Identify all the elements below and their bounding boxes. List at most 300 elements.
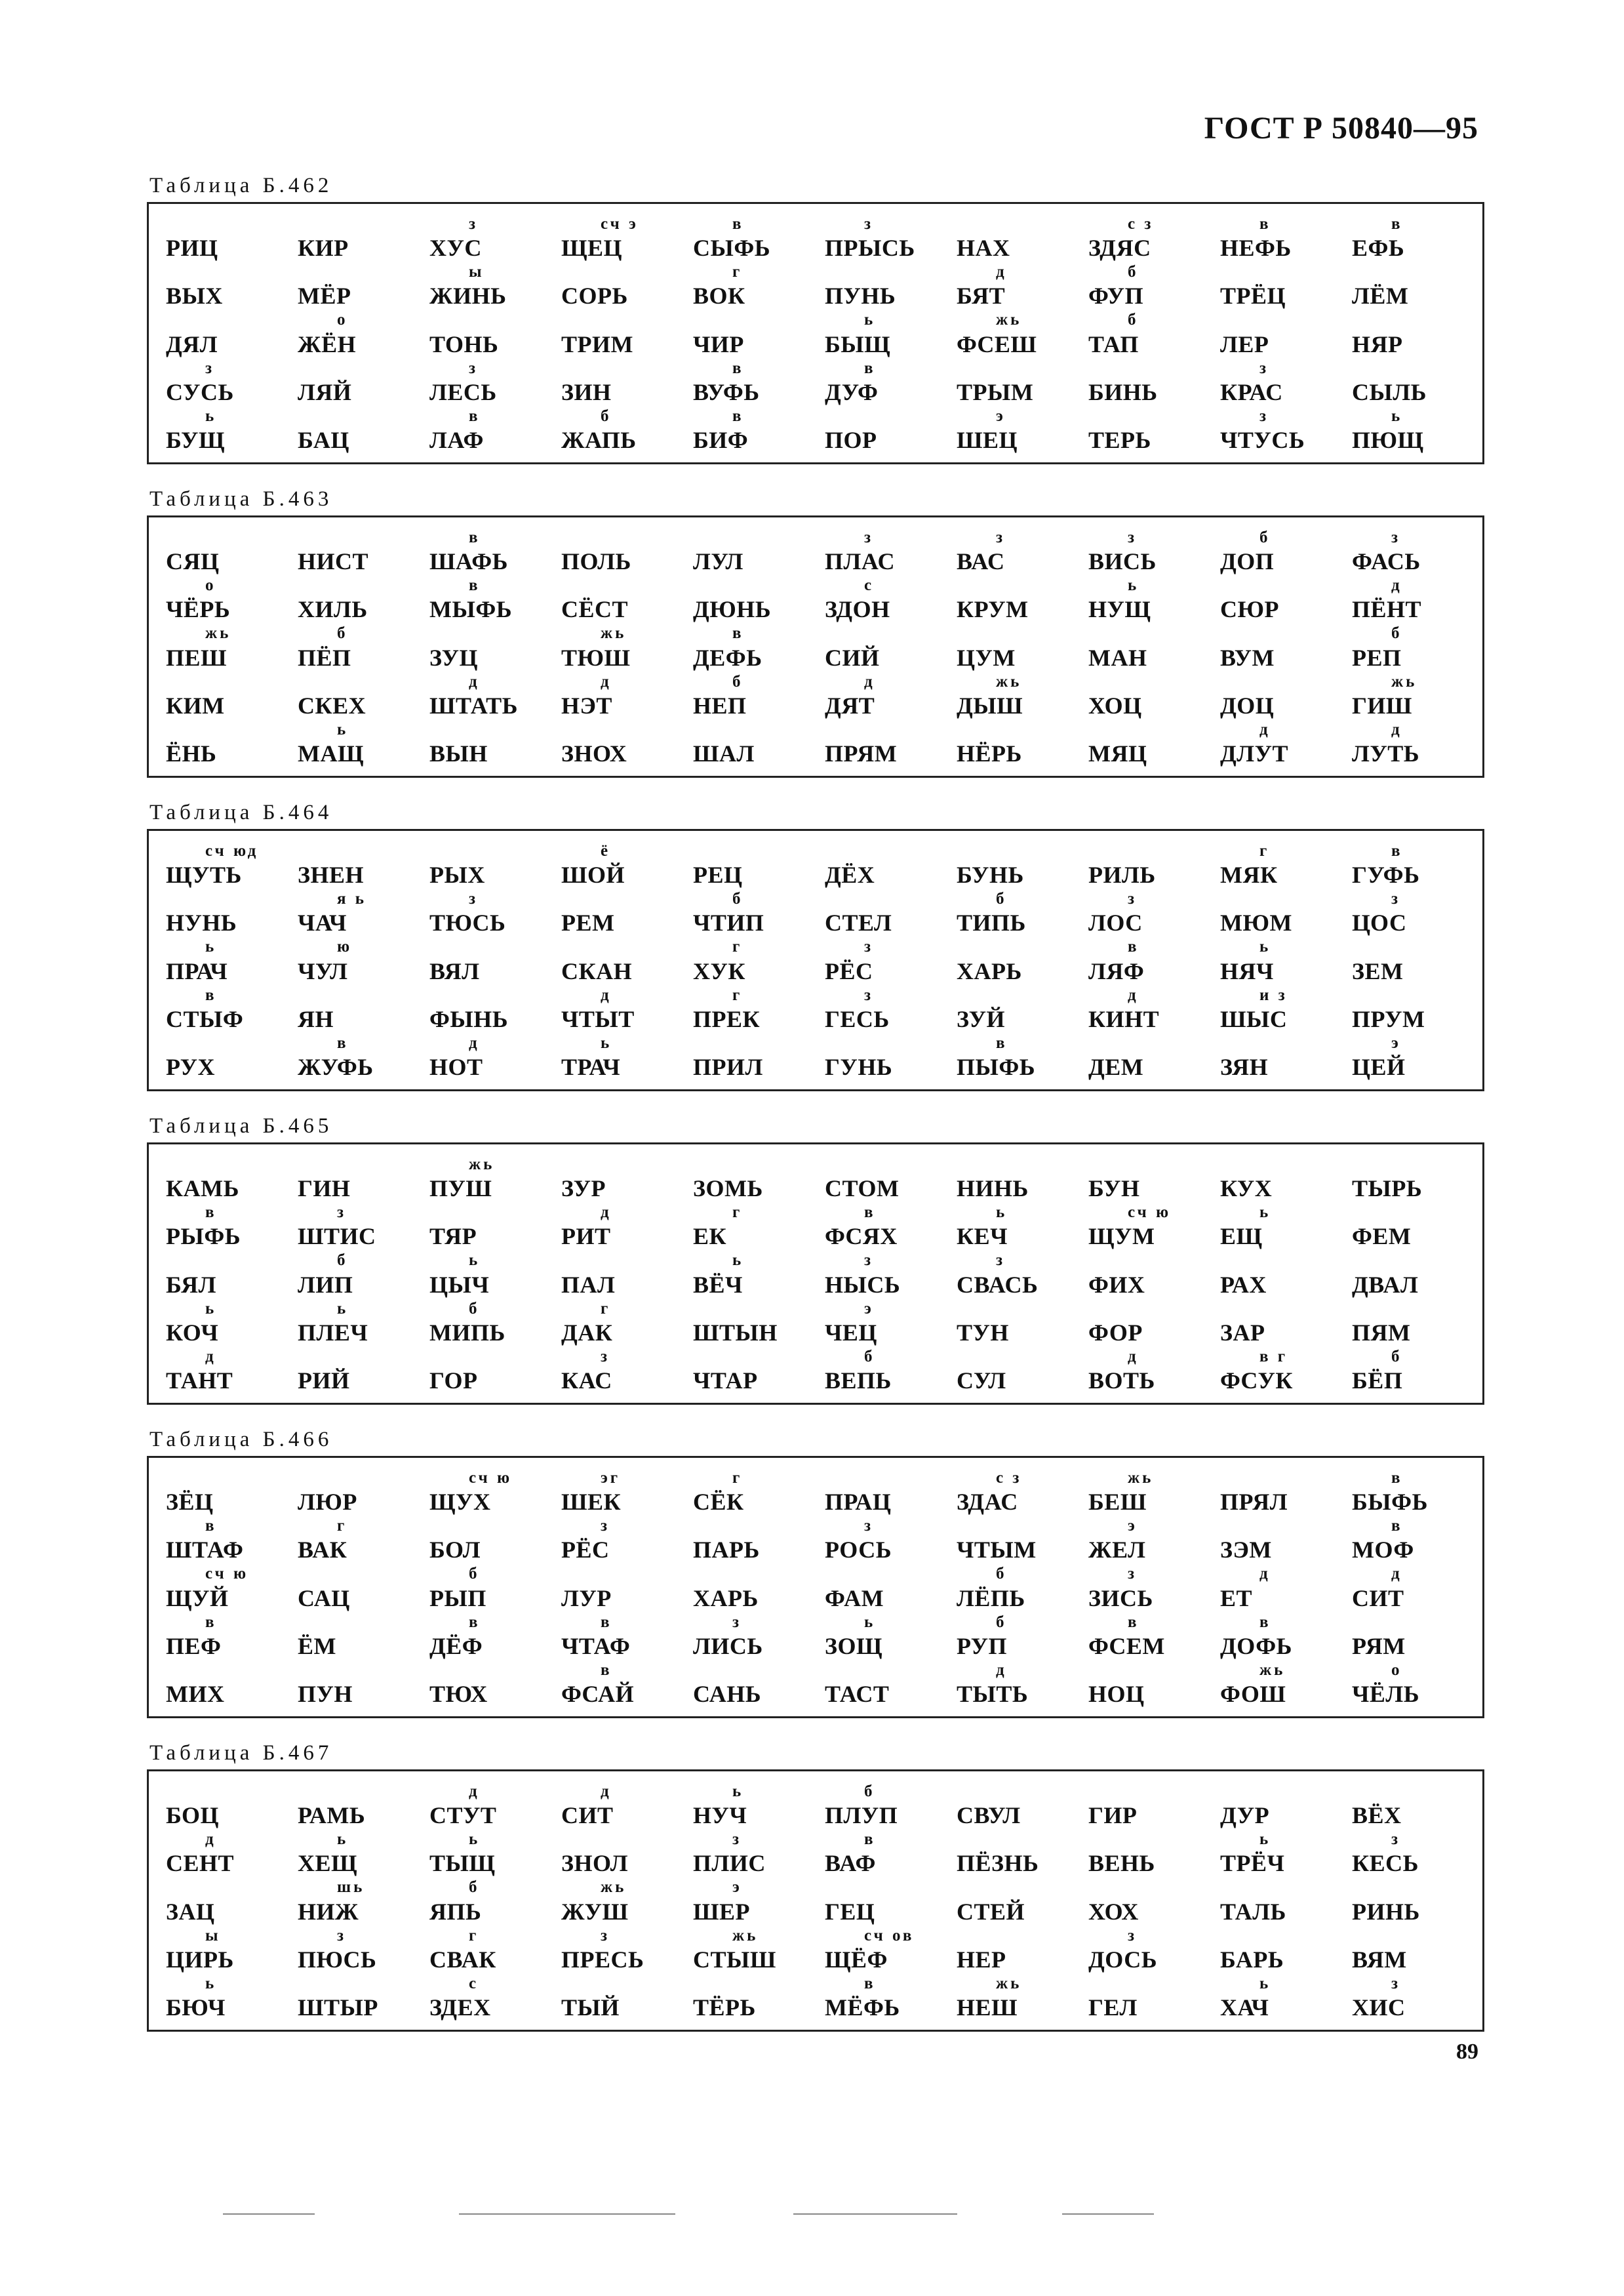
error-mark: б bbox=[1259, 529, 1271, 546]
table-cell bbox=[288, 1830, 420, 1878]
error-mark: б bbox=[1128, 311, 1139, 329]
syllable-word: ХАРЬ bbox=[957, 957, 1022, 984]
table-cell bbox=[1343, 359, 1475, 407]
table-cell bbox=[1079, 1347, 1211, 1395]
table-cell bbox=[1079, 1251, 1211, 1299]
syllable-word: ТЁРЬ bbox=[693, 1994, 756, 2021]
table-cell bbox=[816, 1878, 947, 1925]
table-cell bbox=[684, 359, 816, 407]
table-cell bbox=[1211, 720, 1343, 768]
syllable-word: ДЕФЬ bbox=[693, 644, 762, 671]
error-mark: в bbox=[469, 576, 481, 595]
syllable-word: ЧТУСЬ bbox=[1220, 426, 1305, 453]
syllable-word: ПЛЕЧ bbox=[298, 1319, 368, 1346]
syllable-word: ЛЯЙ bbox=[298, 378, 352, 405]
table-cell bbox=[947, 1830, 1079, 1878]
table-caption: Таблица Б.467 bbox=[149, 1741, 333, 1765]
table-cell bbox=[684, 1251, 816, 1299]
syllable-word: РЕЦ bbox=[693, 862, 743, 889]
error-mark: б bbox=[469, 1878, 480, 1897]
syllable-word: ПЮСЬ bbox=[298, 1946, 377, 1973]
table-cell bbox=[420, 1926, 552, 1974]
error-mark: з bbox=[996, 529, 1006, 546]
table-cell bbox=[1343, 1203, 1475, 1251]
table-cell bbox=[1079, 672, 1211, 720]
syllable-word: ЗНОЛ bbox=[561, 1850, 629, 1877]
syllable-word: СТЕЙ bbox=[957, 1898, 1025, 1925]
table-cell bbox=[684, 407, 816, 454]
table-cell bbox=[1079, 1299, 1211, 1347]
table-cell bbox=[1343, 1155, 1475, 1203]
table-cell bbox=[816, 528, 947, 576]
syllable-word: СВАСЬ bbox=[957, 1271, 1039, 1298]
error-mark: сч ю bbox=[205, 1565, 249, 1583]
error-mark: б bbox=[732, 890, 743, 908]
syllable-word: ЕТ bbox=[1220, 1584, 1253, 1611]
table-cell bbox=[1343, 576, 1475, 624]
syllable-word: ВОТЬ bbox=[1088, 1367, 1155, 1394]
syllable-word: САНЬ bbox=[693, 1680, 762, 1707]
syllable-word: БЁП bbox=[1352, 1367, 1403, 1394]
table-cell bbox=[947, 214, 1079, 262]
syllable-word: ФИХ bbox=[1088, 1271, 1145, 1298]
table-cell bbox=[947, 1203, 1079, 1251]
error-mark: э bbox=[732, 1878, 742, 1897]
syllable-word: БИФ bbox=[693, 426, 749, 453]
syllable-word: ПРЯМ bbox=[825, 740, 898, 767]
error-mark: д bbox=[601, 986, 612, 1004]
syllable-word: СТОМ bbox=[825, 1175, 900, 1202]
syllable-word: ГОР bbox=[429, 1367, 478, 1394]
table-cell bbox=[1343, 407, 1475, 454]
syllable-word: ТЯР bbox=[429, 1223, 477, 1250]
table-cell bbox=[1079, 407, 1211, 454]
table-cell bbox=[684, 1155, 816, 1203]
syllable-word: ПЮЩ bbox=[1352, 426, 1424, 453]
syllable-word: ШЕК bbox=[561, 1489, 622, 1516]
table-cell bbox=[157, 1613, 288, 1661]
syllable-word: ВЕНЬ bbox=[1088, 1850, 1155, 1877]
syllable-word: НОЦ bbox=[1088, 1680, 1145, 1707]
table-cell bbox=[288, 576, 420, 624]
table-cell bbox=[420, 720, 552, 768]
error-mark: г bbox=[337, 1517, 347, 1535]
syllable-word: ШАФЬ bbox=[429, 548, 508, 575]
table-cell bbox=[552, 1782, 684, 1830]
syllable-word: МИПЬ bbox=[429, 1319, 505, 1346]
error-mark: э bbox=[1391, 1034, 1401, 1052]
syllable-word: ЛЕР bbox=[1220, 331, 1269, 357]
error-mark: ь bbox=[732, 1251, 744, 1270]
table-cell bbox=[1211, 310, 1343, 358]
error-mark: г bbox=[732, 1203, 743, 1222]
syllable-word: ЧТИП bbox=[693, 910, 764, 937]
table-cell bbox=[947, 1926, 1079, 1974]
table-cell bbox=[1079, 624, 1211, 672]
syllable-word: ЩУХ bbox=[429, 1489, 491, 1516]
table-cell bbox=[947, 528, 1079, 576]
error-mark: ь bbox=[1259, 1203, 1271, 1222]
error-mark: з bbox=[1128, 890, 1138, 908]
syllable-word: ЧЁРЬ bbox=[166, 596, 231, 623]
table-cell bbox=[1343, 937, 1475, 985]
error-mark: з bbox=[1391, 1974, 1401, 1992]
syllable-word: ШЫС bbox=[1220, 1005, 1288, 1032]
table-cell bbox=[1079, 1564, 1211, 1612]
syllable-word: ЩЕЦ bbox=[561, 235, 623, 262]
syllable-word: МОФ bbox=[1352, 1537, 1414, 1563]
syllable-word: СКАН bbox=[561, 957, 633, 984]
syllable-word: ЗОЩ bbox=[825, 1632, 883, 1659]
table-cell bbox=[947, 1564, 1079, 1612]
error-mark: в bbox=[864, 1830, 876, 1849]
table-cell bbox=[947, 624, 1079, 672]
syllable-word: ЗУЙ bbox=[957, 1005, 1006, 1032]
syllable-word: НЕФЬ bbox=[1220, 235, 1292, 262]
error-mark: д bbox=[205, 1830, 216, 1849]
table-cell bbox=[157, 1347, 288, 1395]
error-mark: б bbox=[864, 1347, 875, 1365]
table-cell bbox=[684, 1974, 816, 2022]
syllable-word: ФСАЙ bbox=[561, 1680, 635, 1707]
syllable-word: ВАС bbox=[957, 548, 1005, 575]
table-cell bbox=[684, 1034, 816, 1081]
error-mark: б bbox=[1391, 624, 1402, 643]
error-mark: з bbox=[469, 215, 479, 233]
syllable-word: ШТАТЬ bbox=[429, 692, 518, 719]
syllable-word: ГИР bbox=[1088, 1802, 1138, 1829]
error-mark: в bbox=[732, 407, 744, 425]
table-cell bbox=[1211, 407, 1343, 454]
table-cell bbox=[947, 262, 1079, 310]
syllable-word: СЕНТ bbox=[166, 1850, 235, 1877]
syllable-word: НОТ bbox=[429, 1053, 483, 1080]
syllable-word: НЕР bbox=[957, 1946, 1006, 1973]
error-mark: с bbox=[469, 1974, 479, 1992]
table-cell bbox=[288, 262, 420, 310]
table-cell bbox=[684, 986, 816, 1034]
table-cell bbox=[1211, 214, 1343, 262]
table-cell bbox=[816, 1299, 947, 1347]
table-cell bbox=[947, 1155, 1079, 1203]
error-mark: ь bbox=[996, 1203, 1008, 1222]
table-caption: Таблица Б.462 bbox=[149, 174, 333, 197]
table-cell bbox=[288, 1516, 420, 1564]
table-cell bbox=[420, 1203, 552, 1251]
error-mark: ь bbox=[601, 1034, 612, 1052]
syllable-word: ЧТЫМ bbox=[957, 1537, 1037, 1563]
error-mark: б bbox=[1391, 1347, 1402, 1365]
table-cell bbox=[288, 528, 420, 576]
syllable-word: ФОР bbox=[1088, 1319, 1143, 1346]
error-mark: ю bbox=[337, 938, 353, 956]
syllable-word: ЗДЕХ bbox=[429, 1994, 491, 2021]
table-cell bbox=[816, 1203, 947, 1251]
table-cell bbox=[552, 937, 684, 985]
syllable-word: ДУР bbox=[1220, 1802, 1270, 1829]
syllable-word: ХИС bbox=[1352, 1994, 1406, 2021]
table-cell bbox=[552, 624, 684, 672]
syllable-word: ЧТАР bbox=[693, 1367, 758, 1394]
table-cell bbox=[947, 1347, 1079, 1395]
error-mark: д bbox=[864, 672, 875, 691]
table-cell bbox=[684, 1661, 816, 1708]
table-cell bbox=[947, 672, 1079, 720]
syllable-word: ДЫШ bbox=[957, 692, 1023, 719]
error-mark: г bbox=[469, 1926, 479, 1944]
syllable-word: ГИШ bbox=[1352, 692, 1412, 719]
syllable-word: БЫФЬ bbox=[1352, 1489, 1428, 1516]
error-mark: сч ю bbox=[1128, 1203, 1172, 1222]
error-mark: в bbox=[1391, 1469, 1403, 1487]
syllable-word: ХОЦ bbox=[1088, 692, 1142, 719]
syllable-word: СВУЛ bbox=[957, 1802, 1021, 1829]
syllable-word: НУНЬ bbox=[166, 910, 237, 937]
table-cell bbox=[288, 1347, 420, 1395]
error-mark: б bbox=[732, 672, 743, 691]
syllable-word: КИНТ bbox=[1088, 1005, 1160, 1032]
syllable-word: БЕШ bbox=[1088, 1489, 1147, 1516]
table-cell bbox=[1079, 1926, 1211, 1974]
syllable-word: ХАЧ bbox=[1220, 1994, 1269, 2021]
table-cell bbox=[288, 1251, 420, 1299]
table-cell bbox=[816, 1661, 947, 1708]
syllable-word: ЦУМ bbox=[957, 644, 1016, 671]
table-cell bbox=[947, 1468, 1079, 1516]
table-cell bbox=[288, 359, 420, 407]
table-cell bbox=[1211, 624, 1343, 672]
table-cell bbox=[684, 1347, 816, 1395]
table-cell bbox=[157, 1782, 288, 1830]
syllable-word: ТЮШ bbox=[561, 644, 631, 671]
table-cell bbox=[552, 1613, 684, 1661]
table-cell bbox=[157, 310, 288, 358]
table-cell bbox=[1211, 1974, 1343, 2022]
table-cell bbox=[1079, 310, 1211, 358]
error-mark: з bbox=[1128, 529, 1138, 546]
syllable-word: ХАРЬ bbox=[693, 1584, 759, 1611]
syllable-word: КИМ bbox=[166, 692, 225, 719]
footer-rule bbox=[793, 2213, 957, 2215]
table-cell bbox=[1343, 986, 1475, 1034]
syllable-word: ПРУМ bbox=[1352, 1005, 1425, 1032]
table-cell bbox=[1343, 1830, 1475, 1878]
error-mark: ь bbox=[1391, 407, 1403, 425]
syllable-word: ФСЕМ bbox=[1088, 1632, 1165, 1659]
syllable-word: МЁФЬ bbox=[825, 1994, 900, 2021]
error-mark: з bbox=[1391, 529, 1401, 546]
table-cell bbox=[1211, 1878, 1343, 1925]
syllable-word: БУНЬ bbox=[957, 862, 1024, 889]
error-mark: в bbox=[205, 1517, 217, 1535]
error-mark: з bbox=[732, 1613, 742, 1631]
error-mark: в bbox=[469, 407, 481, 425]
syllable-word: НЕШ bbox=[957, 1994, 1018, 2021]
syllable-word: КРАС bbox=[1220, 378, 1283, 405]
syllable-word: ПЁП bbox=[298, 644, 351, 671]
error-mark: в bbox=[601, 1613, 612, 1631]
table-cell bbox=[420, 841, 552, 889]
syllable-word: ЗНЕН bbox=[298, 862, 365, 889]
table-caption: Таблица Б.466 bbox=[149, 1428, 333, 1451]
table-cell bbox=[1211, 841, 1343, 889]
table-cell bbox=[157, 1155, 288, 1203]
error-mark: д bbox=[469, 1782, 480, 1800]
footer-rule bbox=[223, 2213, 315, 2215]
table-cell bbox=[1211, 1516, 1343, 1564]
syllable-word: ТЮХ bbox=[429, 1680, 488, 1707]
syllable-word: ПЯМ bbox=[1352, 1319, 1411, 1346]
table-cell bbox=[288, 1974, 420, 2022]
error-mark: сч ю bbox=[469, 1469, 513, 1487]
table-cell bbox=[816, 672, 947, 720]
error-mark: д bbox=[1391, 1565, 1402, 1583]
syllable-word: ЛУР bbox=[561, 1584, 612, 1611]
table-cell bbox=[1079, 1974, 1211, 2022]
table-cell bbox=[420, 986, 552, 1034]
syllable-word: ЗЯН bbox=[1220, 1053, 1269, 1080]
table-cell bbox=[684, 1782, 816, 1830]
error-mark: д bbox=[469, 672, 480, 691]
syllable-word: СИЙ bbox=[825, 644, 880, 671]
syllable-word: ФСЕШ bbox=[957, 331, 1037, 357]
syllable-word: ШТЫР bbox=[298, 1994, 378, 2021]
syllable-word: ВЫН bbox=[429, 740, 488, 767]
table-cell bbox=[1211, 1926, 1343, 1974]
table-cell bbox=[684, 528, 816, 576]
table-cell bbox=[947, 1613, 1079, 1661]
word-table bbox=[147, 202, 1484, 464]
error-mark: г bbox=[601, 1299, 611, 1318]
error-mark: б bbox=[469, 1299, 480, 1318]
table-cell bbox=[288, 1878, 420, 1925]
table-cell bbox=[684, 576, 816, 624]
syllable-word: ВЕПЬ bbox=[825, 1367, 892, 1394]
syllable-word: ЩУЙ bbox=[166, 1584, 229, 1611]
table-cell bbox=[684, 262, 816, 310]
syllable-word: ФУП bbox=[1088, 283, 1144, 310]
error-mark: д bbox=[205, 1347, 216, 1365]
table-cell bbox=[157, 889, 288, 937]
syllable-word: ЗИСЬ bbox=[1088, 1584, 1153, 1611]
syllable-word: ТЫРЬ bbox=[1352, 1175, 1423, 1202]
table-cell bbox=[552, 1468, 684, 1516]
syllable-word: ДОФЬ bbox=[1220, 1632, 1292, 1659]
syllable-word: ДЯЛ bbox=[166, 331, 218, 357]
error-mark: д bbox=[1128, 986, 1139, 1004]
table-cell bbox=[552, 986, 684, 1034]
table-cell bbox=[420, 1155, 552, 1203]
table-cell bbox=[1343, 1661, 1475, 1708]
table-cell bbox=[552, 214, 684, 262]
table-cell bbox=[157, 1661, 288, 1708]
syllable-word: ПОР bbox=[825, 426, 877, 453]
error-mark: д bbox=[1128, 1347, 1139, 1365]
syllable-word: НЭТ bbox=[561, 692, 612, 719]
syllable-word: ЧЁЛЬ bbox=[1352, 1680, 1420, 1707]
table-cell bbox=[1079, 1516, 1211, 1564]
syllable-word: ЩЁФ bbox=[825, 1946, 888, 1973]
error-mark: жь bbox=[601, 1878, 627, 1897]
syllable-word: БУЩ bbox=[166, 426, 225, 453]
table-cell bbox=[816, 841, 947, 889]
table-cell bbox=[552, 1347, 684, 1395]
error-mark: з bbox=[469, 359, 479, 377]
syllable-word: ПАЛ bbox=[561, 1271, 616, 1298]
table-cell bbox=[684, 1468, 816, 1516]
syllable-word: ПРЕСЬ bbox=[561, 1946, 644, 1973]
table-cell bbox=[1343, 1251, 1475, 1299]
syllable-word: ГЕСЬ bbox=[825, 1005, 890, 1032]
syllable-word: МИХ bbox=[166, 1680, 225, 1707]
error-mark: ё bbox=[601, 842, 611, 860]
error-mark: з bbox=[1128, 1926, 1138, 1944]
table-cell bbox=[947, 407, 1079, 454]
syllable-word: БОЦ bbox=[166, 1802, 220, 1829]
syllable-word: СЫФЬ bbox=[693, 235, 771, 262]
table-cell bbox=[947, 1299, 1079, 1347]
syllable-word: КЕЧ bbox=[957, 1223, 1008, 1250]
syllable-word: ДОП bbox=[1220, 548, 1275, 575]
error-mark: з bbox=[732, 1830, 742, 1849]
table-cell bbox=[816, 262, 947, 310]
table-cell bbox=[1079, 1613, 1211, 1661]
syllable-word: ВАК bbox=[298, 1537, 347, 1563]
error-mark: в bbox=[732, 215, 744, 233]
table-cell bbox=[157, 1299, 288, 1347]
syllable-word: РУП bbox=[957, 1632, 1008, 1659]
table-cell bbox=[1343, 1926, 1475, 1974]
table-cell bbox=[1343, 262, 1475, 310]
table-cell bbox=[947, 310, 1079, 358]
table-cell bbox=[288, 1299, 420, 1347]
syllable-word: ЧАЧ bbox=[298, 910, 347, 937]
table-cell bbox=[552, 720, 684, 768]
syllable-word: ФСЯХ bbox=[825, 1223, 898, 1250]
table-cell bbox=[552, 841, 684, 889]
syllable-word: ЧЕЦ bbox=[825, 1319, 877, 1346]
syllable-word: ТОНЬ bbox=[429, 331, 499, 357]
error-mark: сч ов bbox=[864, 1926, 915, 1944]
table-cell bbox=[288, 214, 420, 262]
error-mark: ь bbox=[1259, 1830, 1271, 1849]
table-cell bbox=[684, 1926, 816, 1974]
table-cell bbox=[1079, 528, 1211, 576]
table-cell bbox=[1343, 1299, 1475, 1347]
syllable-word: ЖУШ bbox=[561, 1898, 629, 1925]
error-mark: в bbox=[469, 1613, 481, 1631]
table-cell bbox=[1079, 1155, 1211, 1203]
error-mark: жь bbox=[732, 1926, 759, 1944]
table-cell bbox=[420, 1347, 552, 1395]
table-cell bbox=[288, 720, 420, 768]
table-cell bbox=[157, 1974, 288, 2022]
table-cell bbox=[684, 720, 816, 768]
syllable-word: РЫП bbox=[429, 1584, 486, 1611]
error-mark: з bbox=[337, 1926, 347, 1944]
syllable-word: ТАНТ bbox=[166, 1367, 233, 1394]
error-mark: з bbox=[864, 529, 874, 546]
table-cell bbox=[157, 1926, 288, 1974]
table-cell bbox=[157, 1830, 288, 1878]
error-mark: з bbox=[1259, 407, 1269, 425]
table-cell bbox=[1211, 576, 1343, 624]
syllable-word: ПУШ bbox=[429, 1175, 492, 1202]
syllable-word: ЗНОХ bbox=[561, 740, 627, 767]
syllable-word: ЯПЬ bbox=[429, 1898, 482, 1925]
syllable-word: ТАСТ bbox=[825, 1680, 890, 1707]
syllable-word: ШТЫН bbox=[693, 1319, 778, 1346]
